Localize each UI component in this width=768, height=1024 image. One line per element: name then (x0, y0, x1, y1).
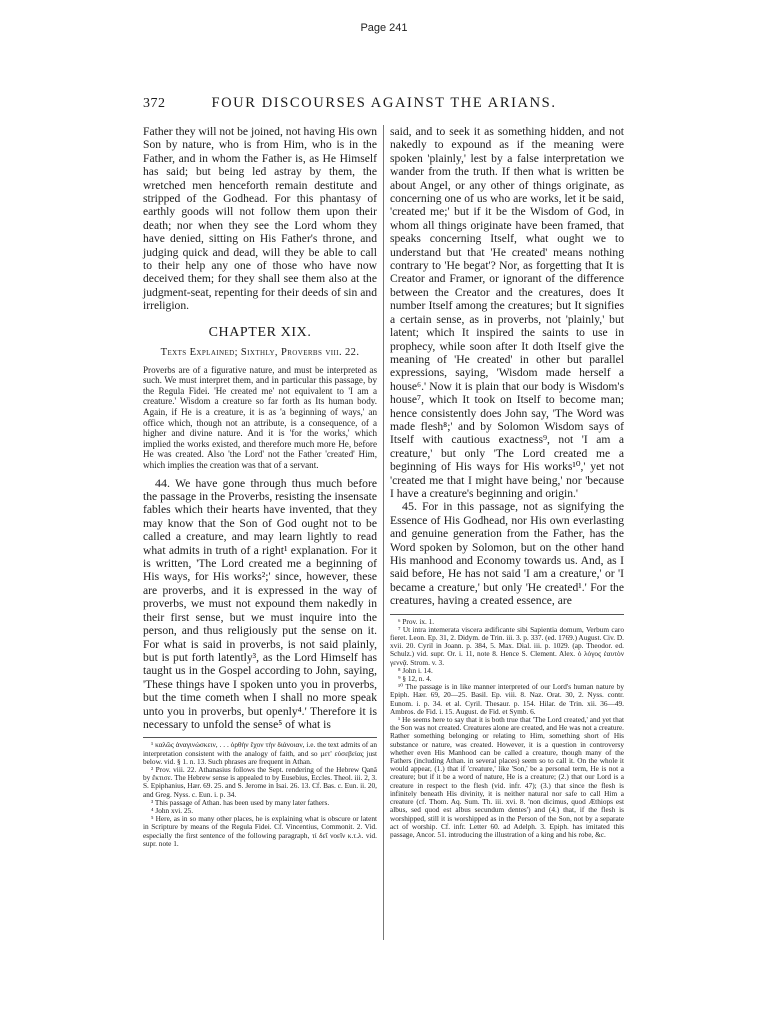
footnote: ⁶ Prov. ix. 1. (398, 616, 435, 626)
footnote: ⁷ Ut intra intemerata viscera ædificante sibi Sapientia domum, Verbum caro fieret. Leon. Ep. 31, 2. Didym. de Trin. iii. 3. p. 337. (ed. 1769.) August. Civ. D. xvii. 20. Cyril in Joann. p. 384, 5. Max. Dial. iii. p. 1029. (ap. Theodor. ed. Schulz.) vid. supr. Or. i. 11, note 8. Hence S. Clement. Alex. ὁ λόγος ἑαυτὸν γεννᾷ. Strom. v. 3. (390, 624, 624, 667)
footnotes-right (390, 618, 624, 839)
left-column (143, 125, 377, 848)
section-number: 44. (155, 475, 170, 490)
footnote: ¹ καλῶς ἀναγινώσκειν, . . . ὀρθὴν ἔχον τὴν διάνοιαν, i.e. the text admits of an interpretation consistent with the analogy of faith, and so μετ' εὐσεβείας just below. vid. § 1. n. 13. Such phrases are frequent in Athan. (143, 740, 377, 766)
opening-paragraph: Father they will not be joined, not having His own Son by nature, who is from Him, who is in the Father, and in whom the Father is, as He Himself has said; but being led astray by them, the wretched men henceforth remain destitute and stripped of the Godhead. For this phantasy of earthly goods will not follow them upon their death; nor when they see the Lord whom they have denied, sitting on His Father's throne, and judging quick and dead, will they be able to call to their help any one of those who have now deceived them; for they shall see them also at the judgment-seat, repenting for their deeds of sin and irreligion. (143, 125, 377, 313)
footnote-divider (390, 614, 624, 615)
footnote-divider (143, 737, 377, 738)
footnotes-left (143, 741, 377, 848)
book-page (143, 92, 625, 952)
footnote: ¹⁰ The passage is in like manner interpreted of our Lord's human nature by Epiph. Hær. 69, 20—25. Basil. Ep. viii. 8. Naz. Orat. 30, 2. Nyss. contr. Eunom. i. p. 34. et al. Cyril. Thesaur. p. 154. Hilar. de Trin. xii. 36—49. Ambros. de Fid. i. 15. August. de Fid. et Symb. 6. (390, 682, 624, 716)
page-number: 372 (143, 96, 166, 111)
footnote: ⁸ John i. 14. (398, 665, 433, 675)
section-text: We have gone through thus much before the passage in the Proverbs, resisting the insensate fables which their hearts have invented, that they may know that the Son of God ought not to be called a creature, and may learn lightly to read what admits in truth of a right¹ explanation. For it is written, 'The Lord created me a beginning of His ways, for His works²;' since, however, these are proverbs, and it is expressed in the way of proverbs, we must not expound them nakedly in their first sense, but we must inquire into the person, and thus religiously put the sense on it. For what is said in proverbs, is not said plainly, but is put forth latently³, as the Lord Himself has taught us in the Gospel according to John, saying, 'These things have I spoken unto you in proverbs, but the time cometh when I shall no more speak unto you in proverbs, but openly⁴.' Therefore it is necessary to unfold the sense⁵ of what is (143, 476, 377, 731)
footnote: ⁹ § 12, n. 4. (398, 674, 432, 684)
footnote: ² Prov. viii. 22. Athanasius follows the Sept. rendering of the Hebrew Qanâ by ἔκτισε. The Hebrew sense is appealed to by Eusebius, Eccles. Theol. iii. 2, 3. S. Epiphanius, Hær. 69. 25. and S. Jerome in Isai. 26. 13. Cf. Bas. c. Eun. ii. 20, and Greg. Nyss. c. Eun. i. p. 34. (143, 764, 377, 799)
viewer-page-label: Page 241 (360, 22, 408, 34)
footnote: ¹ He seems here to say that it is both true that 'The Lord created,' and yet that the Son was not created. Creatures alone are created, and He was not a creature. Rather something belonging or relating to Him, something short of His substance or nature, was created. However, it is a question in controversy whether even His Manhood can be called a creature, though many of the Fathers (including Athan. in several places) seem so to call it. On the whole it would appear, (1.) that if 'creature,' like 'Son,' be a personal term, He is not a creature; but if it be a word of nature, He is a creature; (2.) that our Lord is a creature in respect to the flesh (vid. infr. 47); (3.) that since the flesh is infinitely beneath His divinity, it is neither natural nor safe to call Him a creature (cf. Thom. Aq. Sum. Th. iii. xvi. 8. 'non dicimus, quod Æthiops est albus, sed quod est albus secundum dentes') and (4.) that, if the flesh is worshipped, still it is worshipped as in the Person of the Son, not by a separate act of worship. Cf. infr. Letter 60. ad Adelph. 3. Epiph. has imitated this passage, Ancor. 51. introducing the illustration of a king and his robe, &c. (390, 715, 624, 839)
running-head (143, 92, 625, 114)
section-number: 45. (402, 499, 417, 514)
section-text: For in this passage, not as signifying the Essence of His Godhead, nor His own everlasting and genuine generation from the Father, has the Word spoken by Solomon, but on the other hand His manhood and Economy towards us. And, as I said before, He has not said 'I am a creature,' or 'I became a creature,' but only 'He created¹.' For the creatures, having a created essence, are (390, 500, 624, 608)
chapter-heading: CHAPTER XIX. (208, 324, 312, 340)
running-title: FOUR DISCOURSES AGAINST THE ARIANS. (211, 95, 557, 111)
column-divider (383, 125, 384, 940)
section-45 (390, 500, 624, 607)
footnote: ³ This passage of Athan. has been used by many later fathers. (151, 797, 330, 807)
section-44 (143, 477, 377, 732)
continuation-paragraph: said, and to seek it as something hidden, and not nakedly to expound as if the meaning were spoken 'plainly,' lest by a false interpretation we wander from the truth. If then what is written be about Angel, or any other of things originate, as concerning one of us who are works, let it be said, 'created me;' but if it be the Wisdom of God, in whom all things originate have been framed, that speaks concerning Itself, what ought we to understand but that 'He created' means nothing contrary to 'He begat'? Nor, as forgetting that It is Creator and Framer, or ignorant of the difference between the Creator and the creatures, does It number Itself among the creatures; but It signifies a certain sense, as in proverbs, not 'plainly,' but latent; which It inspired the saints to use in prophecy, while soon after It doth Itself give the meaning of 'He created' in other but parallel expressions, saying, 'Wisdom made herself a house⁶.' Now it is plain that our body is Wisdom's house⁷, which It took on Itself to become man; hence consistently does John say, 'The Word was made flesh⁸;' and by Solomon Wisdom says of Itself with cautious exactness⁹, not 'I am a creature,' but only 'The Lord created me a beginning of His ways for His works¹⁰,' yet not 'created me that I might have being,' nor 'because I have a creature's beginning and origin.' (390, 125, 624, 500)
right-column (390, 125, 624, 839)
chapter-subheading-text: Texts Explained; Sixthly, Proverbs viii. 22. (160, 346, 360, 358)
footnote: ⁴ John xvi. 25. (151, 805, 194, 815)
footnote: ⁵ Here, as in so many other places, he is explaining what is obscure or latent in Scripture by means of the Regula Fidei. Cf. Vincentius, Commonit. 2. Vid. especially the first sentence of the following paragraph, τί δεῖ νοεῖν κ.τ.λ. vid. supr. note 1. (143, 814, 377, 848)
chapter-summary: Proverbs are of a figurative nature, and must be interpreted as such. We must interpret them, and in particular this passage, by the Regula Fidei. 'He created me' not equivalent to 'I am a creature.' Wisdom a creature so far forth as Its human body. Again, if He is a creature, it is as 'a beginning of ways,' an office which, though not an attribute, is a consequence, of a higher and divine nature. And it is 'for the works,' which implied the works existed, and therefore much more He, before He was created. Also 'the Lord' not the Father 'created' Him, which implies the creation was that of a servant. (143, 364, 377, 471)
chapter-subheading (143, 347, 377, 359)
